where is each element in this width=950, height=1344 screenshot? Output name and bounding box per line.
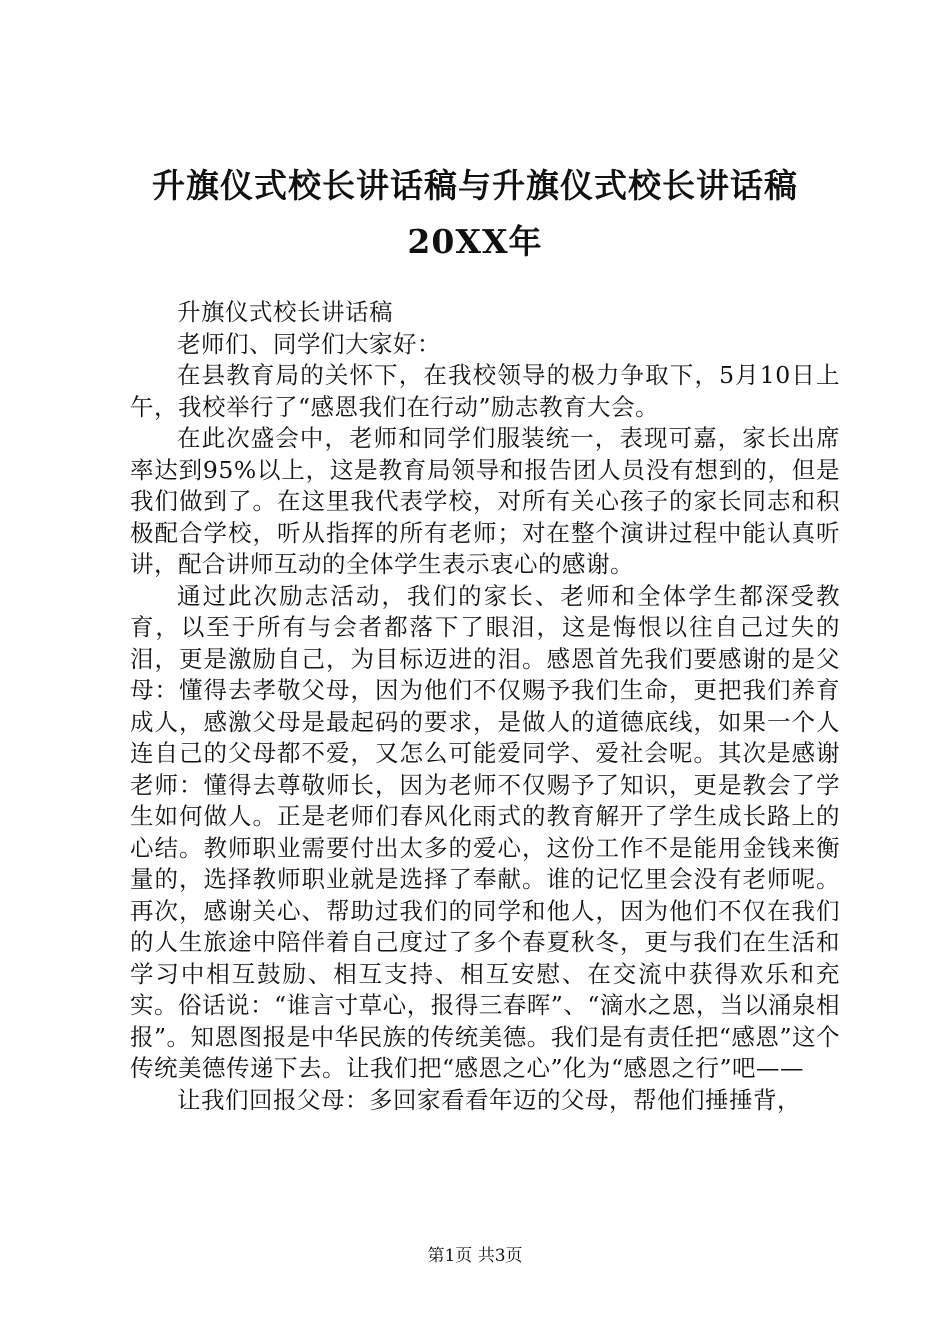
page-footer: 第1页 共3页 [427,1246,523,1266]
paragraph: 通过此次励志活动，我们的家长、老师和全体学生都深受教育，以至于所有与会者都落下了眼泪，这是悔恨以往自己过失的泪，更是激励自己，为目标迈进的泪。感恩首先我们要感谢的是父母：懂得去孝敬父母，因为他们不仅赐予我们生命，更把我们养育成人，感激父母是最起码的要求，是做人的道德底线，如果一个人连自己的父母都不爱，又怎么可能爱同学、爱社会呢。其次是感谢老师：懂得去尊敬师长，因为老师不仅赐予了知识，更是教会了学生如何做人。正是老师们春风化雨式的教育解开了学生成长路上的心结。教师职业需要付出太多的爱心，这份工作不是能用金钱来衡量的，选择教师职业就是选择了奉献。谁的记忆里会没有老师呢。再次，感谢关心、帮助过我们的同学和他人，因为他们不仅在我们的人生旅途中陪伴着自己度过了多个春夏秋冬，更与我们在生活和学习中相互鼓励、相互支持、相互安慰、在交流中获得欢乐和充实。俗话说：“谁言寸草心，报得三春晖”、“滴水之恩，当以涌泉相报”。知恩图报是中华民族的传统美德。我们是有责任把“感恩”这个传统美德传递下去。让我们把“感恩之心”化为“感恩之行”吧—— [130,581,840,1082]
paragraph-greeting: 老师们、同学们大家好： [177,329,441,358]
document-title-line2: 20XX年 [407,222,543,261]
document-body [130,297,840,1116]
paragraph: 在此次盛会中，老师和同学们服装统一，表现可嘉，家长出席率达到95%以上，这是教育局领导和报告团人员没有想到的，但是我们做到了。在这里我代表学校，对所有关心孩子的家长同志和积极配合学校，听从指挥的所有老师；对在整个演讲过程中能认真听讲，配合讲师互动的全体学生表示衷心的感谢。 [130,424,840,578]
document-title-line1: 升旗仪式校长讲话稿与升旗仪式校长讲话稿 [152,166,798,205]
paragraph: 让我们回报父母：多回家看看年迈的父母，帮他们捶捶背， [177,1085,801,1114]
paragraph-subtitle: 升旗仪式校长讲话稿 [177,298,393,326]
paragraph: 在县教育局的关怀下，在我校领导的极力争取下，5月10日上午，我校举行了“感恩我们在行动”励志教育大会。 [130,361,840,421]
